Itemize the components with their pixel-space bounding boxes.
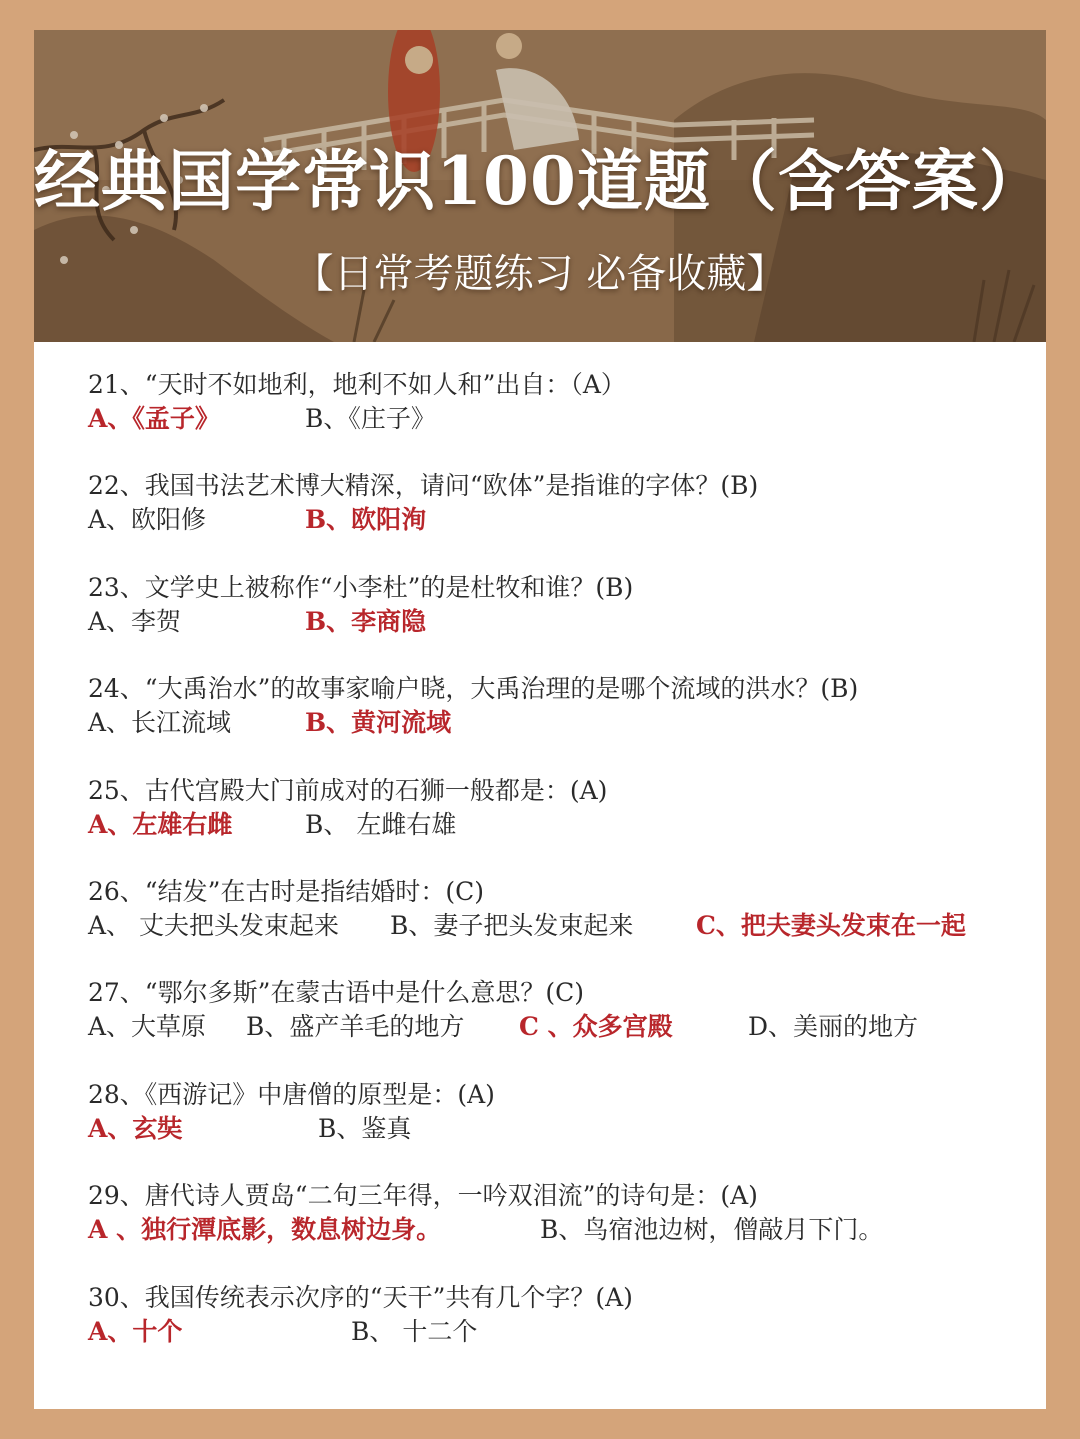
option-c-correct: C、把夫妻头发束在一起	[696, 910, 966, 940]
content-card	[34, 30, 1046, 1409]
option-b-correct: B、黄河流域	[305, 708, 452, 738]
option-a-correct: A 、独行潭底影，数息树边身。	[88, 1215, 442, 1245]
option-row	[88, 808, 1018, 842]
question-text: 28、《西游记》中唐僧的原型是：(A)	[88, 1079, 495, 1109]
option-b: B、妻子把头发束起来	[390, 910, 634, 940]
question-text: 29、唐代诗人贾岛“二句三年得，一吟双泪流”的诗句是：(A)	[88, 1181, 758, 1211]
option-row	[88, 909, 1018, 943]
option-row	[88, 605, 1018, 639]
question-text: 24、“大禹治水”的故事家喻户晓，大禹治理的是哪个流域的洪水？(B)	[88, 674, 859, 704]
question-item	[88, 672, 1018, 773]
option-row	[88, 1213, 1018, 1247]
page-subtitle: 【日常考题练习 必备收藏】	[293, 251, 787, 297]
option-a-correct: A、玄奘	[88, 1113, 183, 1143]
option-b: B、鉴真	[318, 1113, 412, 1143]
question-item	[88, 368, 1018, 469]
option-row	[88, 402, 1018, 436]
question-item	[88, 1281, 1018, 1382]
question-item	[88, 469, 1018, 570]
option-b-correct: B、欧阳洵	[305, 505, 427, 535]
question-text: 22、我国书法艺术博大精深，请问“欧体”是指谁的字体？(B)	[88, 471, 759, 501]
option-b: B、 十二个	[351, 1316, 478, 1346]
header-banner	[34, 30, 1046, 342]
option-c-correct: C 、众多宫殿	[519, 1012, 673, 1042]
page-title: 经典国学常识100道题（含答案）	[34, 142, 1046, 220]
question-item	[88, 774, 1018, 875]
option-a: A、大草原	[88, 1012, 207, 1042]
option-b-correct: B、李商隐	[305, 606, 427, 636]
option-row	[88, 503, 1018, 537]
question-text: 25、古代宫殿大门前成对的石狮一般都是：(A)	[88, 775, 608, 805]
option-row	[88, 1315, 1018, 1349]
question-item	[88, 976, 1018, 1077]
question-item	[88, 1179, 1018, 1280]
question-item	[88, 875, 1018, 976]
question-text: 21、“天时不如地利，地利不如人和”出自：（A）	[88, 370, 626, 399]
option-a-correct: A、《孟子》	[88, 404, 220, 433]
question-text: 27、“鄂尔多斯”在蒙古语中是什么意思？(C)	[88, 978, 585, 1008]
option-a: A、李贺	[88, 606, 182, 636]
option-row	[88, 706, 1018, 740]
option-b: B、 左雌右雄	[305, 809, 457, 839]
option-b: B、《庄子》	[305, 404, 436, 433]
option-row	[88, 1112, 1018, 1146]
question-text: 23、文学史上被称作“小李杜”的是杜牧和谁？(B)	[88, 572, 634, 602]
option-a: A、欧阳修	[88, 505, 207, 535]
option-a-correct: A、左雄右雌	[88, 809, 233, 839]
option-row	[88, 1010, 1018, 1044]
question-list	[88, 368, 1018, 1382]
question-item	[88, 1078, 1018, 1179]
question-text: 26、“结发”在古时是指结婚时：(C)	[88, 876, 485, 906]
option-d: D、美丽的地方	[748, 1012, 919, 1042]
question-text: 30、我国传统表示次序的“天干”共有几个字？(A)	[88, 1282, 633, 1312]
option-a: A、 丈夫把头发束起来	[88, 910, 340, 940]
option-b: B、盛产羊毛的地方	[246, 1012, 465, 1042]
question-item	[88, 571, 1018, 672]
option-a-correct: A、十个	[88, 1316, 183, 1346]
option-b: B、鸟宿池边树，僧敲月下门。	[540, 1215, 884, 1245]
option-a: A、长江流域	[88, 708, 232, 738]
